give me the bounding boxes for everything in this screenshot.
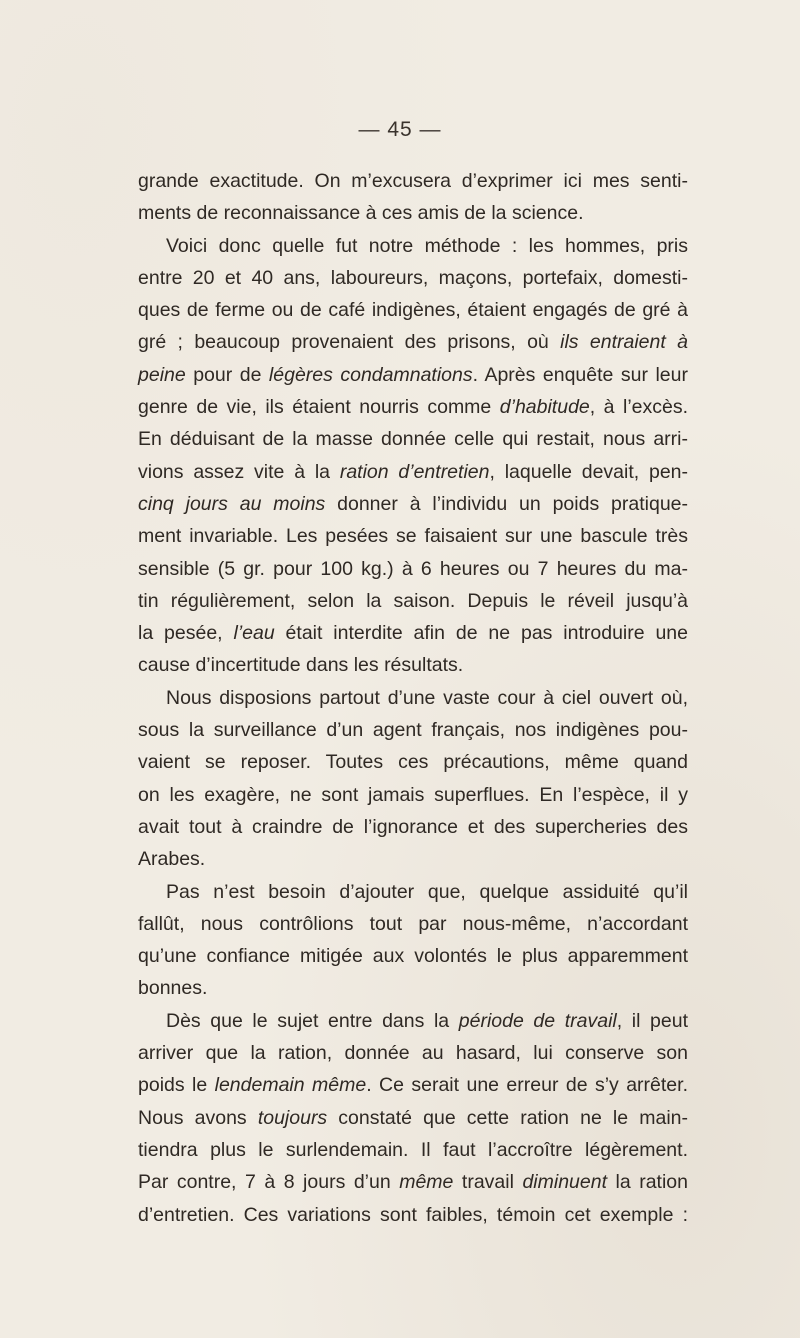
italic-text: même	[399, 1171, 454, 1194]
text-line	[138, 1199, 688, 1231]
text-line	[138, 779, 688, 811]
italic-text: toujours	[257, 1106, 328, 1129]
italic-text: peine	[138, 363, 186, 386]
text-line	[138, 1037, 688, 1069]
text-segment: d’entretien. Ces variations sont faibles, témoin cet exemple :	[138, 1203, 688, 1226]
text-segment: ments de reconnaissance à ces amis de la science.	[138, 202, 584, 225]
text-line	[138, 1102, 688, 1134]
text-line	[138, 843, 688, 875]
text-segment: on les exagère, ne sont jamais superflues. En l’espèce, il y	[138, 783, 688, 806]
body-text	[138, 165, 688, 1231]
text-segment: la ration	[607, 1171, 688, 1194]
text-segment: cause d’incertitude dans les résultats.	[138, 654, 464, 677]
text-segment: ment invariable. Les pesées se faisaient sur une bascule très	[138, 525, 688, 548]
text-line	[138, 391, 688, 423]
text-segment: fallût, nous contrôlions tout par nous-même, n’accordant	[138, 912, 688, 935]
text-line	[138, 197, 688, 229]
text-segment: pour de	[185, 363, 269, 386]
text-line	[138, 1005, 688, 1037]
text-segment: travail	[453, 1171, 523, 1194]
text-segment: bonnes.	[138, 977, 208, 1000]
text-segment: donner à l’individu un poids pratique-	[325, 492, 689, 515]
text-segment: qu’une confiance mitigée aux volontés le plus apparemment	[138, 945, 688, 968]
text-segment: ques de ferme ou de café indigènes, étaient engagés de gré à	[138, 299, 688, 322]
text-segment: sous la surveillance d’un agent français, nos indigènes pou-	[138, 719, 688, 742]
italic-text: période de travail	[458, 1009, 617, 1032]
text-segment: Voici donc quelle fut notre méthode : les hommes, pris	[166, 234, 688, 257]
text-line	[138, 553, 688, 585]
italic-text: légères condamnations	[268, 363, 473, 386]
text-line	[138, 908, 688, 940]
text-segment: Dès que le sujet entre dans la	[166, 1009, 459, 1032]
italic-text: ils entraient à	[560, 331, 688, 354]
text-segment: était interdite afin de ne pas introduire une	[274, 622, 688, 645]
text-segment: vions assez vite à la	[138, 460, 340, 483]
text-segment: vaient se reposer. Toutes ces précautions, même quand	[138, 751, 688, 774]
text-segment: , laquelle devait, pen-	[489, 460, 689, 483]
text-segment: Pas n’est besoin d’ajouter que, quelque assiduité qu’il	[166, 880, 688, 903]
italic-text: cinq jours au moins	[138, 492, 326, 515]
text-segment: Nous avons	[138, 1106, 258, 1129]
text-line	[138, 876, 688, 908]
text-line	[138, 714, 688, 746]
text-segment: . Après enquête sur leur	[472, 363, 688, 386]
text-line	[138, 359, 688, 391]
italic-text: l’eau	[233, 622, 275, 645]
text-line	[138, 746, 688, 778]
text-segment: grande exactitude. On m’excusera d’exprimer ici mes senti-	[138, 170, 688, 192]
italic-text: lendemain même	[214, 1074, 367, 1097]
italic-text: ration d’entretien	[339, 460, 490, 483]
text-line	[138, 1134, 688, 1166]
text-segment: Nous disposions partout d’une vaste cour à ciel ouvert où,	[166, 686, 688, 709]
text-segment: , il peut	[616, 1009, 689, 1032]
text-line	[138, 811, 688, 843]
text-line	[138, 488, 688, 520]
text-line	[138, 682, 688, 714]
text-segment: gré ; beaucoup provenaient des prisons, où	[138, 331, 561, 354]
text-line	[138, 456, 688, 488]
text-segment: la pesée,	[138, 622, 234, 645]
text-segment: . Ce serait une erreur de s’y arrêter.	[366, 1074, 688, 1097]
text-line	[138, 230, 688, 262]
text-line	[138, 294, 688, 326]
text-line	[138, 940, 688, 972]
text-segment: sensible (5 gr. pour 100 kg.) à 6 heures ou 7 heures du ma-	[138, 557, 688, 580]
text-segment: tiendra plus le surlendemain. Il faut l’accroître légèrement.	[138, 1138, 688, 1161]
text-line	[138, 972, 688, 1004]
text-segment: Arabes.	[138, 848, 206, 871]
text-line	[138, 165, 688, 197]
text-segment: , à l’excès.	[589, 396, 689, 419]
text-segment: poids le	[138, 1074, 215, 1097]
text-segment: avait tout à craindre de l’ignorance et des supercheries des	[138, 815, 688, 838]
italic-text: d’habitude	[499, 396, 590, 419]
text-segment: En déduisant de la masse donnée celle qui restait, nous arri-	[138, 428, 688, 451]
text-segment: tin régulièrement, selon la saison. Depuis le réveil jusqu’à	[138, 589, 688, 612]
text-line	[138, 1166, 688, 1198]
text-line	[138, 520, 688, 552]
text-segment: Par contre, 7 à 8 jours d’un	[138, 1171, 400, 1194]
text-line	[138, 649, 688, 681]
text-segment: arriver que la ration, donnée au hasard, lui conserve son	[138, 1042, 688, 1065]
text-line	[138, 262, 688, 294]
text-line	[138, 326, 688, 358]
text-segment: constaté que cette ration ne le main-	[327, 1106, 688, 1129]
text-line	[138, 423, 688, 455]
text-line	[138, 617, 688, 649]
page-number: — 45 —	[358, 118, 442, 141]
italic-text: diminuent	[522, 1171, 608, 1194]
text-segment: entre 20 et 40 ans, laboureurs, maçons, portefaix, domesti-	[138, 266, 688, 289]
text-line	[138, 585, 688, 617]
text-segment: genre de vie, ils étaient nourris comme	[138, 396, 500, 419]
text-line	[138, 1069, 688, 1101]
